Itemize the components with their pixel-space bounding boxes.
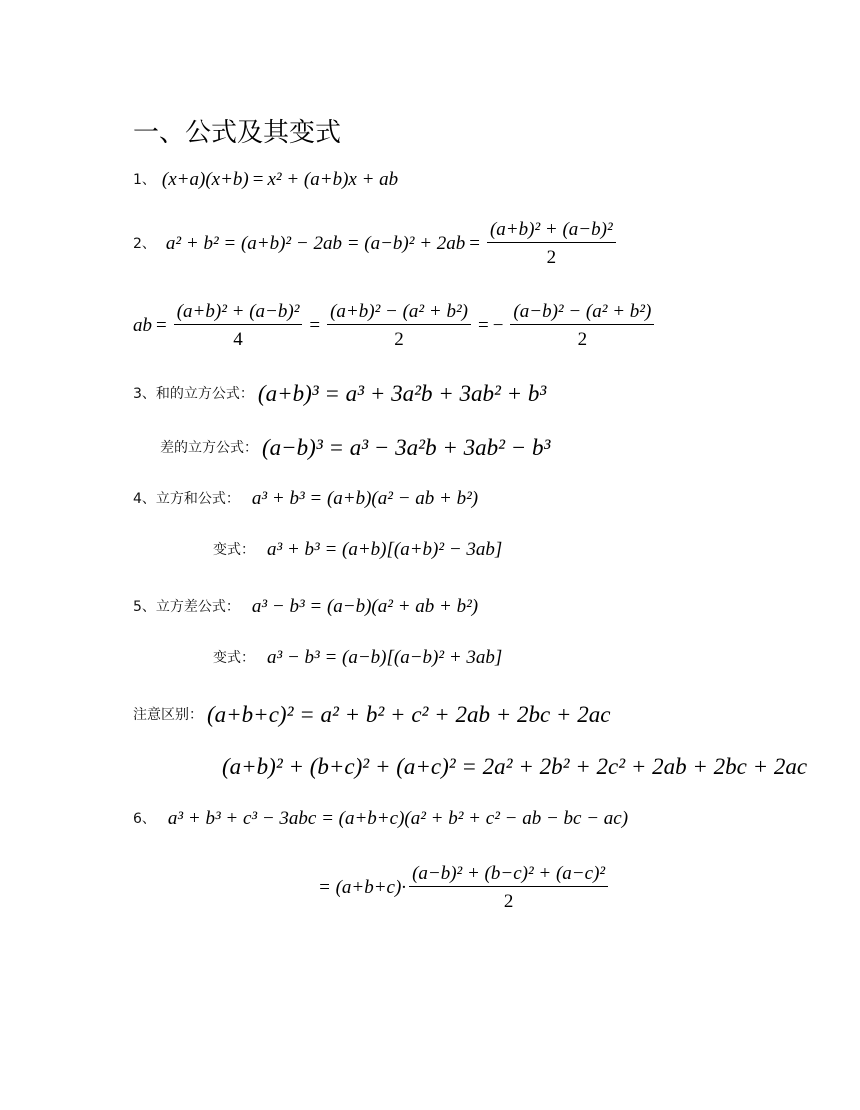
formula-3-label: 3、和的立方公式：	[133, 385, 254, 402]
formula-2b: ab = $\frac{\text{(a+b)² + (a−b)²}}{4}$ = $\frac{\text{(a+b)² − (a² + b²)}}{2}$ = − $\frac{\text{(a−b)² − (a² + b²)}}{2}$	[133, 302, 657, 349]
formula-2b-fraction-3	[510, 302, 654, 349]
formula-5	[133, 597, 478, 616]
formula-2-fraction	[487, 220, 616, 267]
note-formula-2-body: (a+b)² + (b+c)² + (a+c)² = 2a² + 2b² + 2c² + 2ab + 2bc + 2ac	[222, 754, 808, 779]
formula-2b-fraction-1-numerator: (a+b)² + (a−b)²	[174, 302, 303, 325]
formula-6	[133, 809, 628, 828]
formula-5b-label: 变式：	[213, 649, 255, 666]
note-formula-1	[133, 703, 610, 726]
formula-2-label: 2、	[133, 235, 156, 252]
formula-1: 1、 (x+a)(x+b) = x² + (a+b)x + ab	[133, 169, 399, 190]
formula-5-body: a³ − b³ = (a−b)(a² + ab + b²)	[251, 596, 479, 617]
formula-3b-body: (a−b)³ = a³ − 3a²b + 3ab² − b³	[262, 435, 551, 460]
formula-4-body: a³ + b³ = (a+b)(a² − ab + b²)	[251, 488, 479, 509]
formula-1-lhs: (x+a)(x+b)	[161, 169, 249, 190]
formula-4b-body: a³ + b³ = (a+b)[(a+b)² − 3ab]	[267, 539, 503, 560]
formula-3-body: (a+b)³ = a³ + 3a²b + 3ab² + b³	[257, 381, 547, 406]
formula-3	[133, 382, 546, 405]
formula-2b-fraction-2	[327, 302, 471, 349]
section-heading: 一、公式及其变式	[133, 118, 342, 148]
formula-1-rhs: x² + (a+b)x + ab	[267, 169, 399, 190]
formula-2b-fraction-1	[174, 302, 303, 349]
note-formula-1-body: (a+b+c)² = a² + b² + c² + 2ab + 2bc + 2ac	[207, 702, 611, 727]
formula-2b-fraction-3-numerator: (a−b)² − (a² + b²)	[510, 302, 654, 325]
formula-5-label: 5、立方差公式：	[133, 598, 240, 615]
formula-2b-fraction-3-denominator: 2	[577, 329, 588, 350]
formula-2: 2、 a² + b² = (a+b)² − 2ab = (a−b)² + 2ab = $\frac{\text{(a+b)² + (a−b)²}}{2}$	[133, 220, 619, 267]
formula-4b	[213, 540, 502, 559]
formula-6-fraction-numerator: (a−b)² + (b−c)² + (a−c)²	[409, 864, 608, 887]
formula-2-fraction-denominator: 2	[546, 247, 557, 268]
formula-2b-fraction-2-denominator: 2	[394, 329, 404, 350]
formula-5b	[213, 648, 502, 667]
formula-2b-fraction-1-denominator: 4	[233, 329, 243, 350]
formula-2-expr: a² + b² = (a+b)² − 2ab = (a−b)² + 2ab	[165, 233, 466, 254]
formula-6-body: a³ + b³ + c³ − 3abc = (a+b+c)(a² + b² + c² − ab − bc − ac)	[167, 808, 629, 829]
formula-6-label: 6、	[133, 810, 156, 827]
formula-3b-label: 差的立方公式：	[160, 439, 258, 456]
formula-5b-body: a³ − b³ = (a−b)[(a−b)² + 3ab]	[267, 647, 503, 668]
formula-2b-lhs: ab	[133, 315, 152, 336]
formula-6-continuation	[318, 864, 611, 911]
formula-2-fraction-numerator: (a+b)² + (a−b)²	[487, 220, 616, 243]
formula-4	[133, 489, 478, 508]
formula-6-fraction	[409, 864, 608, 911]
formula-4b-label: 变式：	[213, 541, 255, 558]
formula-4-label: 4、立方和公式：	[133, 490, 240, 507]
note-label: 注意区别：	[133, 706, 203, 723]
formula-3b	[160, 436, 550, 459]
formula-2b-fraction-2-numerator: (a+b)² − (a² + b²)	[327, 302, 471, 325]
formula-1-label: 1、	[133, 171, 156, 188]
formula-6-cont-prefix: = (a+b+c)·	[318, 877, 407, 898]
formula-6-fraction-denominator: 2	[503, 891, 514, 912]
note-formula-2	[222, 755, 807, 778]
